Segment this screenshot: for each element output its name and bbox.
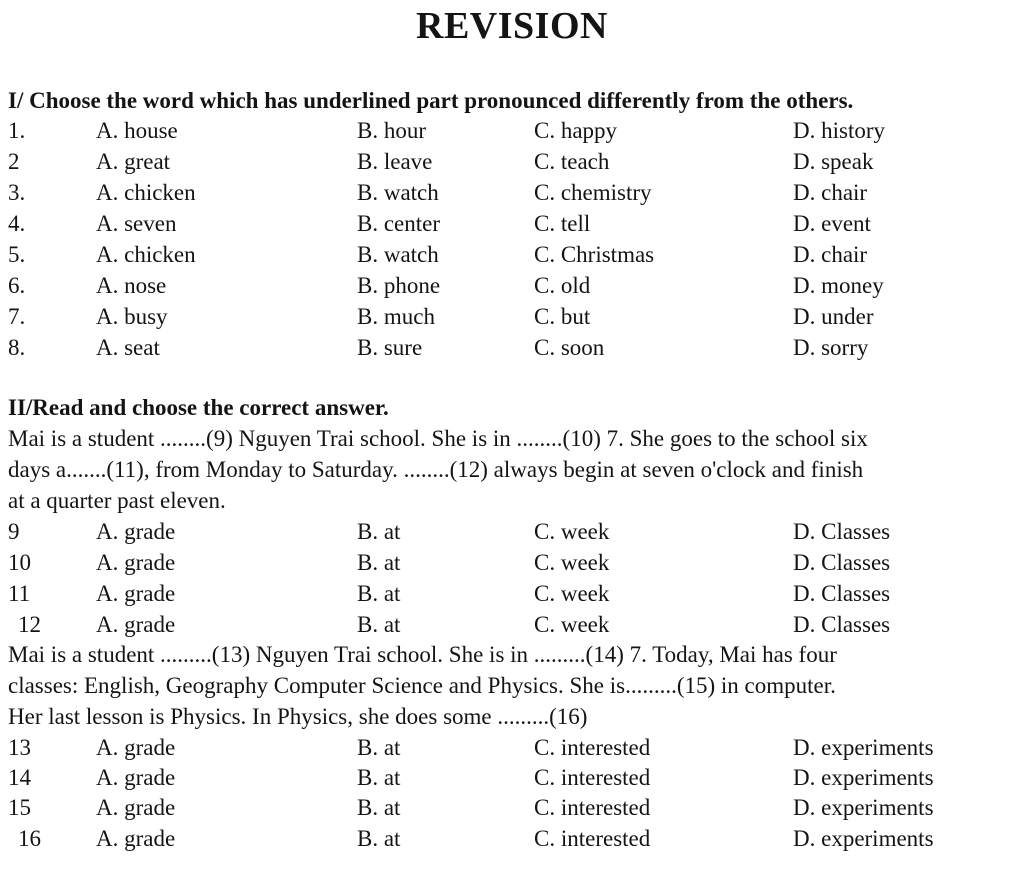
option-b: B. at xyxy=(357,795,401,820)
option-d: D. Classes xyxy=(793,581,891,606)
question-number: 16 xyxy=(18,826,41,851)
option-a: A. seven xyxy=(96,211,177,236)
option-a: A. chicken xyxy=(96,180,196,205)
question-row xyxy=(0,149,1024,180)
option-d: D. experiments xyxy=(793,735,934,760)
question-number: 15 xyxy=(8,795,31,820)
option-c: C. but xyxy=(534,304,591,329)
option-b: B. at xyxy=(357,612,401,637)
option-b: B. at xyxy=(357,826,401,851)
option-c: C. interested xyxy=(534,765,651,790)
question-row xyxy=(0,765,1024,796)
option-d: D. speak xyxy=(793,149,874,174)
question-number: 1. xyxy=(8,118,26,143)
option-b: B. at xyxy=(357,581,401,606)
option-c: C. Christmas xyxy=(534,242,655,267)
option-c: C. week xyxy=(534,581,610,606)
option-c: C. teach xyxy=(534,149,610,174)
question-row xyxy=(0,118,1024,149)
option-c: C. happy xyxy=(534,118,618,143)
option-b: B. center xyxy=(357,211,441,236)
passage-line: classes: English, Geography Computer Science and Physics. She is.........(15) in computer. xyxy=(8,673,836,698)
question-number: 13 xyxy=(8,735,31,760)
page-title: REVISION xyxy=(416,5,608,47)
option-c: C. interested xyxy=(534,795,651,820)
option-c: C. soon xyxy=(534,335,605,360)
option-c: C. week xyxy=(534,550,610,575)
question-row xyxy=(0,519,1024,550)
option-d: D. event xyxy=(793,211,871,236)
question-number: 14 xyxy=(8,765,31,790)
question-row xyxy=(0,211,1024,242)
option-a: A. grade xyxy=(96,735,176,760)
section-2-heading: II/Read and choose the correct answer. xyxy=(8,395,389,420)
option-b: B. at xyxy=(357,519,401,544)
question-row xyxy=(0,581,1024,612)
question-number: 4. xyxy=(8,211,26,236)
option-c: C. interested xyxy=(534,735,651,760)
passage-line: Her last lesson is Physics. In Physics, she does some .........(16) xyxy=(8,704,588,729)
option-b: B. leave xyxy=(357,149,433,174)
question-row xyxy=(0,826,1024,857)
option-c: C. old xyxy=(534,273,591,298)
option-b: B. at xyxy=(357,550,401,575)
option-a: A. great xyxy=(96,149,171,174)
option-a: A. house xyxy=(96,118,178,143)
question-row xyxy=(0,735,1024,766)
option-a: A. grade xyxy=(96,612,176,637)
option-d: D. money xyxy=(793,273,884,298)
passage-line: Mai is a student .........(13) Nguyen Trai school. She is in .........(14) 7. Today, Mai has four xyxy=(8,642,837,667)
question-number: 12 xyxy=(18,612,41,637)
option-b: B. hour xyxy=(357,118,426,143)
question-number: 9 xyxy=(8,519,20,544)
option-a: A. grade xyxy=(96,826,176,851)
question-row xyxy=(0,612,1024,643)
passage-line: Mai is a student ........(9) Nguyen Trai school. She is in ........(10) 7. She goes to the school six xyxy=(8,426,868,451)
option-b: B. at xyxy=(357,765,401,790)
option-a: A. grade xyxy=(96,581,176,606)
question-row xyxy=(0,550,1024,581)
option-b: B. at xyxy=(357,735,401,760)
passage-line: at a quarter past eleven. xyxy=(8,488,226,513)
option-b: B. phone xyxy=(357,273,441,298)
question-row xyxy=(0,273,1024,304)
option-c: C. tell xyxy=(534,211,591,236)
option-d: D. Classes xyxy=(793,550,891,575)
section-1-heading: I/ Choose the word which has underlined part pronounced differently from the others. xyxy=(8,88,854,113)
option-b: B. watch xyxy=(357,180,439,205)
question-number: 11 xyxy=(8,581,31,606)
question-row xyxy=(0,795,1024,826)
option-d: D. history xyxy=(793,118,885,143)
option-a: A. seat xyxy=(96,335,160,360)
option-a: A. nose xyxy=(96,273,167,298)
option-d: D. Classes xyxy=(793,519,891,544)
question-number: 3. xyxy=(8,180,26,205)
option-a: A. grade xyxy=(96,765,176,790)
option-c: C. chemistry xyxy=(534,180,652,205)
option-d: D. chair xyxy=(793,180,868,205)
option-d: D. experiments xyxy=(793,826,934,851)
option-c: C. week xyxy=(534,612,610,637)
option-c: C. interested xyxy=(534,826,651,851)
option-a: A. grade xyxy=(96,795,176,820)
option-a: A. grade xyxy=(96,519,176,544)
option-b: B. watch xyxy=(357,242,439,267)
option-d: D. chair xyxy=(793,242,868,267)
option-a: A. chicken xyxy=(96,242,196,267)
option-d: D. Classes xyxy=(793,612,891,637)
option-a: A. grade xyxy=(96,550,176,575)
question-number: 7. xyxy=(8,304,26,329)
option-d: D. under xyxy=(793,304,874,329)
question-row xyxy=(0,304,1024,335)
option-c: C. week xyxy=(534,519,610,544)
question-number: 2 xyxy=(8,149,20,174)
question-number: 8. xyxy=(8,335,26,360)
option-b: B. sure xyxy=(357,335,423,360)
passage-line: days a.......(11), from Monday to Saturday. ........(12) always begin at seven o'clock and finish xyxy=(8,457,864,482)
question-row xyxy=(0,242,1024,273)
option-d: D. sorry xyxy=(793,335,869,360)
question-row xyxy=(0,180,1024,211)
question-number: 5. xyxy=(8,242,26,267)
question-number: 6. xyxy=(8,273,26,298)
option-d: D. experiments xyxy=(793,765,934,790)
question-number: 10 xyxy=(8,550,31,575)
option-d: D. experiments xyxy=(793,795,934,820)
option-a: A. busy xyxy=(96,304,168,329)
question-row xyxy=(0,335,1024,366)
option-b: B. much xyxy=(357,304,435,329)
